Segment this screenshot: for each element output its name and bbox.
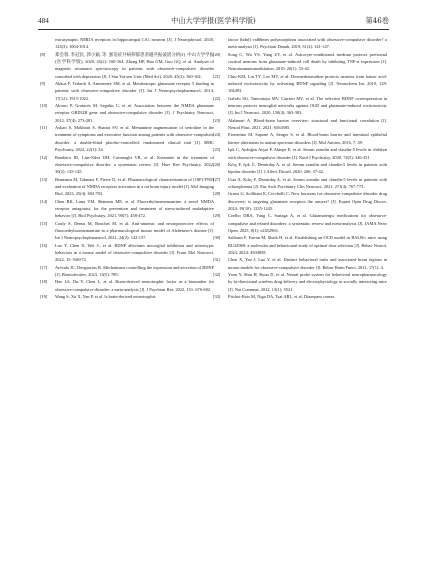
reference-entry — [40, 102, 214, 124]
reference-number: [26] — [213, 161, 221, 167]
reference-text: Arévalo JC, Deogracias R. Mechanisms controlling the expression and secretion of BDNF [J]. Biomolecules, 2023, 13(5): 789. — [55, 264, 214, 277]
reference-text: Askari S, Mokhtari S, Shariat SV, et al. Memantine augmentation of sertraline in the treatment of symptoms and executive function among patients with obsessive-compulsive disorder: a double-blind placebo-controlled, randomized clinical trial [J]. BMC Psychiatry, 2022, 22(1): 34. — [55, 125, 214, 153]
reference-continuation: factor (bdnf) val66met polymorphism associated with obsessive-compulsive disorder? a meta-analysis [J]. Psychiatr Danub, 2019, 31(2): 141-147. — [228, 37, 387, 50]
reference-entry — [213, 73, 387, 95]
reference-entry — [213, 190, 387, 212]
reference-number: [20] — [213, 51, 221, 57]
reference-text: Galvão SG, Tanvuttaya MV, Carrieri MV, et al. The selective BDNF overexpression in neurons protects neuroglial networks against OGD and glutamate-induced excitotoxicity [J]. Int J Neurosci, 2020, 130(4): 363-383. — [228, 95, 387, 116]
reference-entry — [213, 271, 387, 293]
reference-entry — [40, 264, 214, 279]
reference-entry — [213, 95, 387, 117]
reference-text: Alahmari A. Blood-brain barrier overview: structural and functional correlation [J]. Neural Plast, 2021, 2021: 6564585. — [228, 117, 387, 131]
reference-entry — [213, 234, 387, 256]
reference-entry — [213, 131, 387, 146]
reference-text: Couly S, Denus M, Bouchet M, et al. Anti-amnesic and neuroprotective effects of fluoroethylnormemantine in a pharmacological mouse model of Alzheimer's disease [J]. Int J Neuropsychopharmacol, 2021, 24(2): 142-157. — [55, 220, 214, 241]
reference-number: [17] — [40, 264, 48, 270]
reference-entry — [213, 117, 387, 132]
reference-number: [27] — [213, 176, 221, 182]
reference-entry — [40, 176, 214, 198]
reference-number: [11] — [40, 125, 48, 131]
reference-text: Pitchot-Bois M, Niga DA, Tsai ABL, et al. Diazepam causes — [228, 294, 335, 300]
reference-number: [14] — [40, 198, 48, 204]
reference-continuation: extrasynaptic NMDA receptors in hippocampal CA1 neurons [J]. J Neurophysiol, 2020, 123(3): 1004-1014. — [55, 37, 214, 50]
journal-title: 中山大学学报(医学科学版) — [171, 16, 256, 25]
reference-entry — [40, 293, 214, 300]
reference-text: Beumann M, Tahmasi F, Pierre D, et al. Pharmacological characterization of [18F]-FNM and evaluation of NMDA receptors activation in a rat brain injury model [J]. Mol Imaging Biol, 2023, 25(4): 692-703. — [55, 176, 214, 197]
reference-text: Chen X, Yue J, Luo Y, et al. Distinct behavioral traits and associated brain regions in mouse models for obsessive-compulsive disorder [J]. Behav Brain Funct, 2021, 17(1): 4. — [228, 257, 387, 270]
reference-entry — [213, 256, 387, 271]
reference-number: [33] — [213, 294, 221, 300]
references-left-column — [40, 36, 214, 300]
reference-entry — [213, 146, 387, 161]
reference-number: [12] — [40, 154, 48, 160]
reference-text: Luo Y, Chen X, Wei C, et al. BDNF alleviates microglial inhibition and stereotypic behaviors in a mouse model of obsessive-compulsive disorder [J]. Front Mol Neurosci, 2022, 15: 926572. — [55, 242, 214, 263]
reference-number: [16] — [40, 242, 48, 248]
reference-entry — [40, 278, 214, 293]
reference-number: [22] — [213, 95, 221, 101]
reference-number: [31] — [213, 257, 221, 263]
reference-text: Wang S, Xu X, Yan P, et al. Is brain-derived neurotrophic — [55, 294, 156, 300]
reference-text: Yoon Y, Shin H, Byun D, et al. Neural probe system for behavioral neuropharmacology by bi-directional wireless drug delivery and electrophysiology in socially interacting mice [J]. Nat Commun, 2022, 13(1): 5521. — [228, 272, 387, 292]
reference-text: Işık C, Aydoğan Avşar P, Aktepe E, et al. Serum zonulin and claudin-5 levels in children with obsessive-compulsive disorder [J]. Nord J Psychiatry, 2020, 74(5): 346-351. — [228, 147, 387, 160]
reference-entry — [213, 176, 387, 191]
reference-entry — [40, 80, 214, 102]
reference-number: [23] — [213, 117, 221, 123]
reference-entry — [40, 124, 214, 153]
reference-entry — [213, 212, 387, 234]
reference-number: [13] — [40, 176, 48, 182]
reference-entry — [213, 293, 387, 300]
reference-number: [24] — [213, 132, 221, 138]
reference-entry — [40, 220, 214, 242]
reference-number: [28] — [213, 191, 221, 197]
reference-number: [25] — [213, 147, 221, 153]
reference-text: 郑会蓉, 李冠民, 郭小颖, 等. 强迫症共病抑郁患者磁共振波谱分析[J]. 中山大学学报(医学科学版), 2020, 45(2): 160-164. Zheng HP, Hua GM, Guo GQ, et al. Analysis of magnetic resonance spectroscopy in patients with obsessive-compulsive disorder comorbid with depression [J]. J Sun Yat-sen Univ (Med Sci), 2020, 45(2): 160-164. — [55, 51, 214, 79]
reference-text: Grassi G, Scillitani E, Cecchelli C. New horizons for obsessive-compulsive disorder drug discovery: is targeting glutamate receptors the answer? [J]. Expert Opin Drug Discov, 2024, 19(10): 1235-1245. — [228, 191, 387, 211]
references-right-column — [213, 36, 387, 300]
reference-entry — [40, 51, 214, 80]
running-header — [38, 15, 389, 30]
reference-text: Chen BK, Luna VM, Shannon ME, et al. Fluorethylnormemantine, a novel NMDA receptor antagonist, for the prevention and treatment of stress-induced maladaptive behavior [J]. Biol Psychiatry, 2021, 90(7): 458-472. — [55, 198, 214, 219]
reference-entry — [40, 198, 214, 220]
reference-entry — [40, 242, 214, 264]
reference-text: Chiu KM, Lin TY, Lee MY, et al. Dexmedetomidine protects neurons from kainic acid-induced excitotoxicity by activating BDNF signaling [J]. Neurochem Int, 2019, 129: 104493. — [228, 73, 387, 94]
reference-text: Akkus F, Terbeck S, Ametamey SM, et al. Metabotropic glutamate receptor 5 binding in patients with obsessive-compulsive disorder [J]. Int J Neuropsychopharmacol, 2014, 17(12): 1915-1922. — [55, 81, 214, 101]
reference-number: [9] — [40, 81, 46, 87]
reference-text: Fiorentino M, Sapone A, Senger S, et al. Blood-brain barrier and intestinal epithelial barrier alterations in autism spectrum disorders [J]. Mol Autism, 2016, 7: 49. — [228, 132, 387, 145]
reference-entry — [213, 161, 387, 176]
reference-text: Kılıç F, Işık Ü, Demirdaş A, et al. Serum zonulin and claudin-5 levels in patients with bipolar disorder [J]. J Affect Disord, 2020, 266: 37-42. — [228, 161, 387, 175]
reference-number: [29] — [213, 213, 221, 219]
reference-text: Coelho DRA, Yang C, Sariaga A, et al. Glutamatergic medications for obsessive-compulsive and related disorders: a systematic review and meta-analysis [J]. JAMA Netw Open, 2025, 8(1): e2452963. — [228, 213, 387, 233]
reference-number: [15] — [40, 220, 48, 226]
reference-text: Usta A, Kılıç F, Demirdaş A, et al. Serum zonulin and claudin-5 levels in patients with schizophrenia [J]. Eur Arch Psychiatry Clin Neurosci, 2021, 271(4): 767-773. — [228, 176, 387, 189]
page-number: 484 — [38, 17, 49, 25]
reference-text: Bandeira ID, Lins-Silva DH, Cavenaghi VB, et al. Ketamine in the treatment of obsessive-compulsive disorder: a systematic review [J]. Harv Rev Psychiatry, 2022, 30(2): 135-145. — [55, 154, 214, 175]
reference-text: Song C, Wu YS, Yang ZY, et al. Astrocyte-conditioned medium protects prefrontal cortical neurons from glutamate-induced cell death by inhibiting TNF-α expression [J]. Neuroimmunomodulation, 2019, 26(1): 33-42. — [228, 51, 387, 72]
reference-number: [10] — [40, 103, 48, 109]
reference-text: Alonso P, Gratacós M, Segalàs C, et al. Association between the NMDA glutamate receptor GRIN2B gene and obsessive-compulsive disorder [J]. J Psychiatry Neurosci, 2012, 37(4): 273-281. — [55, 103, 214, 123]
reference-entry — [40, 154, 214, 176]
reference-number: [18] — [40, 279, 48, 285]
reference-number: [32] — [213, 272, 221, 277]
reference-number: [19] — [40, 294, 48, 300]
reference-number: [8] — [40, 51, 46, 57]
reference-text: Salloum F, Farran M, Shaib H, et al. Establishing an OCD model in BALB/c mice using RU24969: a molecular and behavioural study of optimal dose selection [J]. Behav Neurol, 2024, 2024: 4504858. — [228, 235, 387, 255]
reference-number: [30] — [213, 235, 221, 241]
reference-number: [21] — [213, 73, 221, 79]
volume-label: 第46卷 — [365, 16, 389, 25]
reference-entry — [213, 51, 387, 73]
reference-text: Hao LS, Du Y, Chen L, et al. Brain-derived neurotrophic factor as a biomarker for obsessive-compulsive disorder: a meta-analysis [J]. J Psychiatr Res, 2022, 151: 676-682. — [55, 279, 214, 292]
